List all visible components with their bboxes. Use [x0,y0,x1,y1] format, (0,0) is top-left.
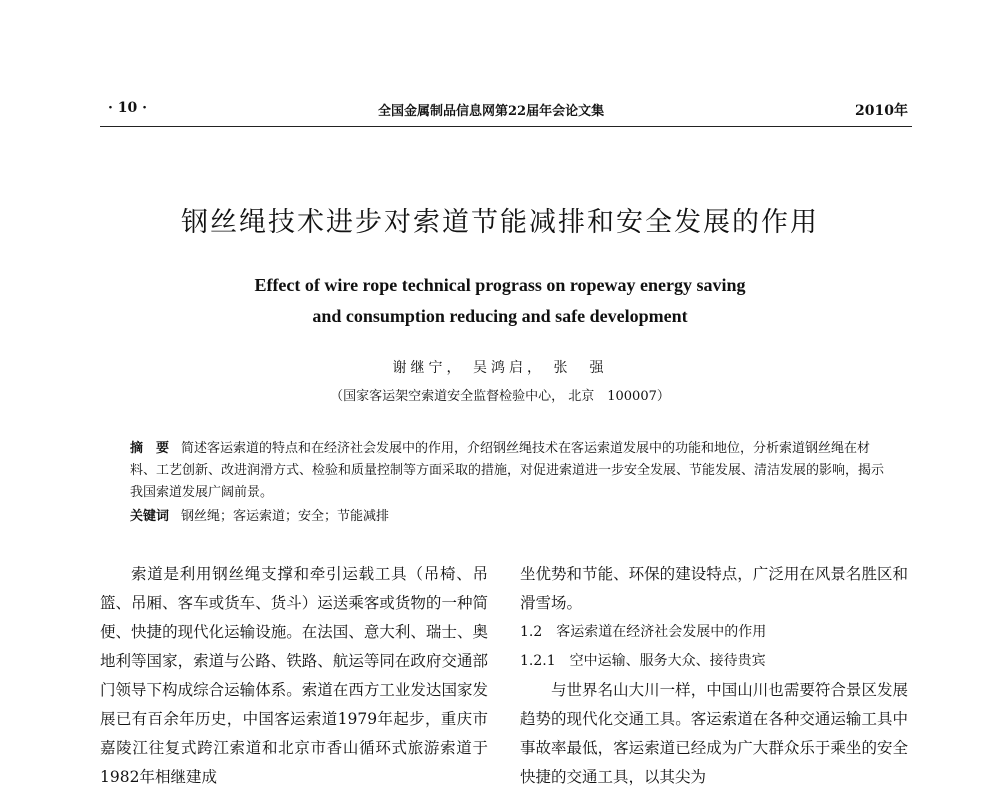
section-heading-1-2-1: 1.2.1 空中运输、服务大众、接待贵宾 [520,653,766,669]
keywords-label: 关键词 [130,509,170,524]
body-right-column [520,560,908,792]
paper-title-cn: 钢丝绳技术进步对索道节能减排和安全发展的作用 [181,207,819,238]
proceedings-title: 全国金属制品信息网第22届年会论文集 [378,104,605,119]
running-header [108,100,908,124]
title-en-line-2: and consumption reducing and safe development [312,306,688,326]
authors: 谢继宁， 吴鸿启， 张 强 [392,360,608,376]
keywords [130,506,890,528]
header-rule [100,126,912,127]
header-year: 2010年 [855,103,908,119]
abstract-text: 简述客运索道的特点和在经济社会发展中的作用，介绍钢丝绳技术在客运索道发展中的功能和地位，分析索道钢丝绳在材料、工艺创新、改进润滑方式、检验和质量控制等方面采取的措施，对促进索道进一步安全发展、节能发展、清洁发展的影响，揭示我国索道发展广阔前景。 [130,441,885,500]
title-en-line-1: Effect of wire rope technical prograss on ropeway energy saving [254,275,746,295]
body-left-column [100,560,488,792]
abstract [130,438,890,504]
page-number: · 10 · [108,100,147,116]
section-heading-1-2: 1.2 客运索道在经济社会发展中的作用 [520,624,767,640]
paper-title-en [0,270,1000,332]
abstract-label: 摘 要 [130,441,170,456]
body-paragraph-intro: 索道是利用钢丝绳支撑和牵引运载工具（吊椅、吊篮、吊厢、客车或货车、货斗）运送乘客或货物的一种简便、快捷的现代化运输设施。在法国、意大利、瑞士、奥地利等国家，索道与公路、铁路、航运等同在政府交通部门领导下构成综合运输体系。索道在西方工业发达国家发展已有百余年历史，中国客运索道1979年起步，重庆市嘉陵江往复式跨江索道和北京市香山循环式旅游索道于1982年相继建成 [100,565,488,786]
affiliation: （国家客运架空索道安全监督检验中心， 北京 100007） [330,389,670,404]
body-continuation: 坐优势和节能、环保的建设特点，广泛用在风景名胜区和滑雪场。 [520,565,908,612]
body-paragraph-1-2-1: 与世界名山大川一样，中国山川也需要符合景区发展趋势的现代化交通工具。客运索道在各种交通运输工具中事故率最低，客运索道已经成为广大群众乐于乘坐的安全快捷的交通工具，以其尖为 [520,681,908,786]
keywords-text: 钢丝绳；客运索道；安全；节能减排 [181,509,390,524]
